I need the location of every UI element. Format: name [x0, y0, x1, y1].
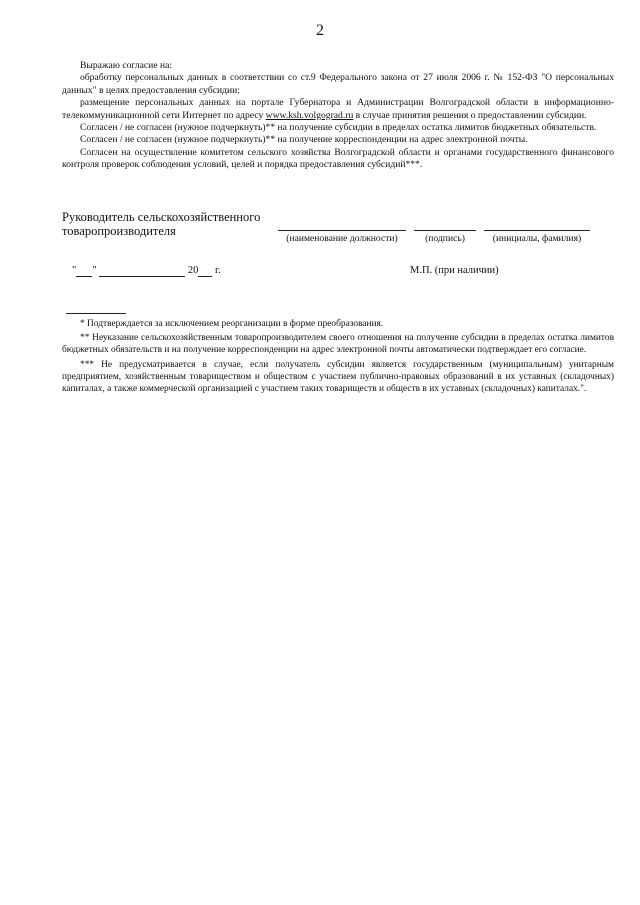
position-label: (наименование должности) [286, 233, 398, 244]
position-signature-field [278, 230, 406, 244]
footnote-1: * Подтверждается за исключением реорганизации в форме преобразования. [80, 319, 384, 329]
signatory-title [62, 210, 292, 238]
footnote-2: ** Неуказание сельскохозяйственным товаропроизводителем своего отношения на получение субсидии в пределах остатка лимитов бюджетных обязательств и на получение корреспонденции на адрес электронной почты автоматически подтверждает его согласие. [62, 333, 614, 356]
footnotes [62, 318, 614, 397]
name-label: (инициалы, фамилия) [492, 233, 582, 244]
consent-item-subsidy-limits: Согласен / не согласен (нужное подчеркнуть)** на получение субсидии в пределах остатка лимитов бюджетных обязательств. [80, 122, 597, 134]
footnote-3: *** Не предусматривается в случае, если получатель субсидии является государственным (муниципальным) унитарным предприятием, хозяйственным товариществом и обществом с участием публично-правовых образований в их уставных (складочных) капиталах, а также коммерческой организацией с участием таких товариществ и обществ в их уставных (складочных) капиталах.". [62, 359, 614, 395]
signatory-title-line1: Руководитель сельскохозяйственного [62, 210, 261, 224]
signature-line [414, 230, 476, 231]
stamp-place: М.П. (при наличии) [410, 265, 499, 276]
signatory-title-line2: товаропроизводителя [62, 224, 176, 238]
date-field [72, 265, 221, 277]
year-prefix: 20 [187, 265, 199, 276]
consent-intro: Выражаю согласие на: [80, 60, 173, 71]
page-number: 2 [316, 22, 324, 39]
name-line [484, 230, 590, 231]
name-signature-field [484, 230, 590, 244]
year-blank [198, 265, 212, 277]
day-blank [76, 265, 92, 277]
consent-item-portal-text-end: в случае принятия решения о предоставлении субсидии. [353, 109, 587, 121]
consent-section [62, 60, 614, 172]
consent-item-personal-data: обработку персональных данных в соответствии со ст.9 Федерального закона от 27 июля 2006 г. № 152-ФЗ "О персональных данных" в целях предоставления субсидии; [62, 72, 614, 96]
signature-field [414, 230, 476, 244]
date-close-quote: " [92, 265, 97, 276]
portal-link[interactable]: www.ksh.volgograd.ru [265, 109, 354, 121]
consent-item-email: Согласен / не согласен (нужное подчеркнуть)** на получение корреспонденции на адрес электронной почты. [80, 134, 528, 146]
date-open-quote: " [72, 265, 77, 276]
consent-item-portal-text: размещение персональных данных на портале Губернатора и Администрации Волгоградской области в информационно-телекоммуникационной сети Интернет по адресу [62, 97, 614, 121]
year-suffix: г. [214, 265, 221, 276]
signature-label: (подпись) [425, 233, 465, 244]
consent-item-inspections: Согласен на осуществление комитетом сельского хозяйства Волгоградской области и органами государственного финансового контроля проверок соблюдения условий, целей и порядка предоставления субсидий***. [62, 146, 614, 171]
footnote-divider [66, 313, 126, 314]
consent-item-portal [62, 97, 614, 122]
month-blank [99, 265, 185, 277]
position-line [278, 230, 406, 231]
